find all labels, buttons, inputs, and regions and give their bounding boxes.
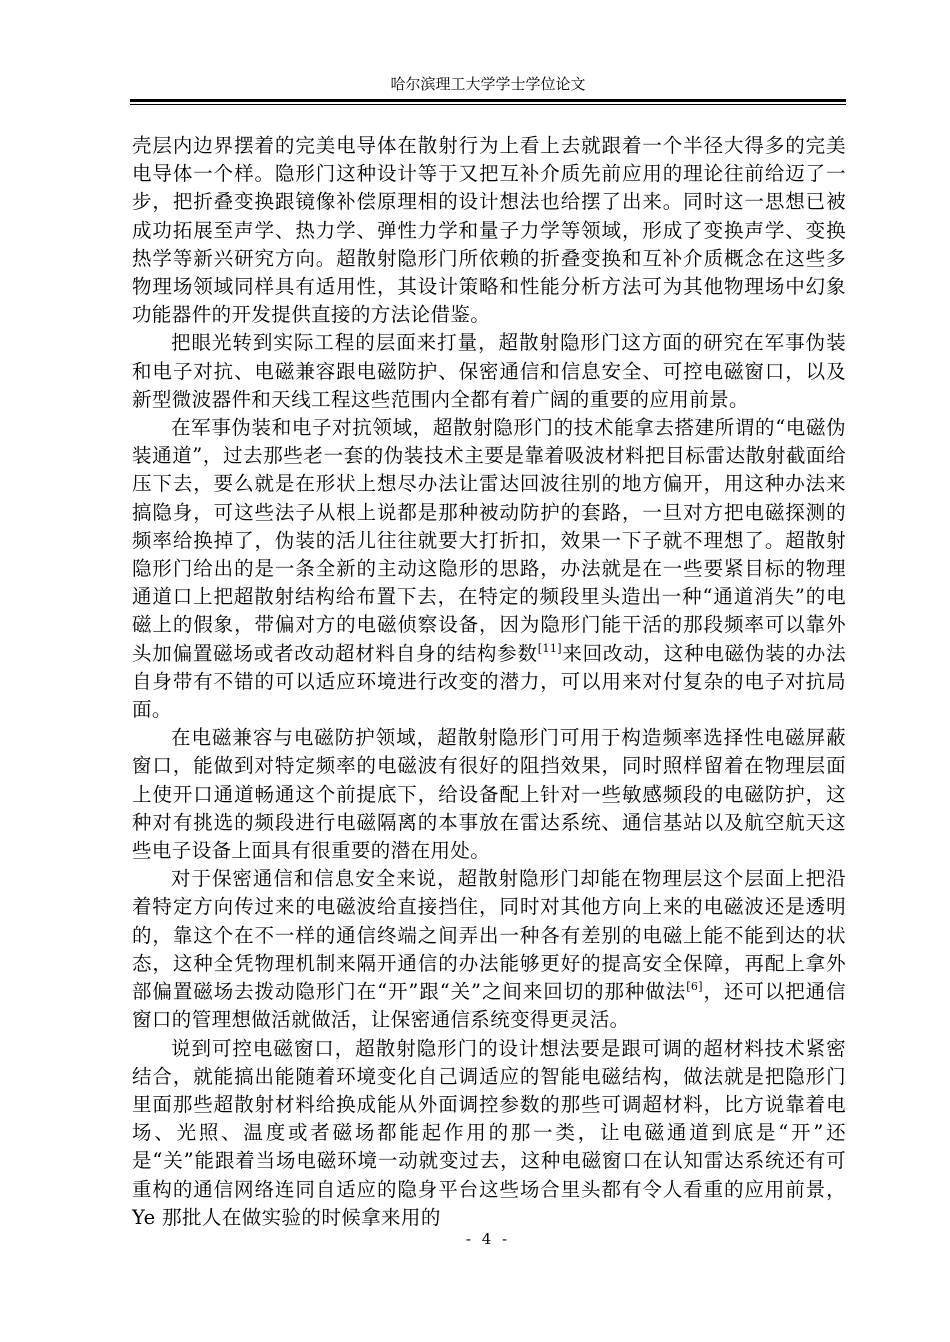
paragraph-text: 说到可控电磁窗口，超散射隐形门的设计想法要是跟可调的超材料技术紧密结合，就能搞出能随着环境变化自己调适应的智能电磁结构，做法就是把隐形门里面那些超散射材料给换成能从外面调控参数的那些可调超材料，比方说靠着电场、光照、温度或者磁场都能起作用的那一类，让电磁通道到底是“开”还是“关”能跟着当场电磁环境一动就变过去，这种电磁窗口在认知雷达系统还有可重构的通信网络连同自适应的隐身平台这些场合里头都有令人看重的应用前景，Ye 那批人在做实验的时候拿来用的 bbox=[132, 1036, 846, 1229]
paragraph-text: 对于保密通信和信息安全来说，超散射隐形门却能在物理层这个层面上把沿着特定方向传过来的电磁波给直接挡住，同时对其他方向上来的电磁波还是透明的，靠这个在不一样的通信终端之间弄出一种各有差别的电磁上能不能到达的状态，这种全凭物理机制来隔开通信的办法能够更好的提高安全保障，再配上拿外部偏置磁场去拨动隐形门在“开”跟“关”之间来回切的那种做法 bbox=[132, 867, 846, 1004]
paragraph bbox=[132, 414, 846, 724]
paragraph bbox=[132, 329, 846, 414]
paragraph bbox=[132, 865, 846, 1034]
running-header: 哈尔滨理工大学学士学位论文 bbox=[390, 75, 586, 93]
citation-ref: [11] bbox=[537, 641, 562, 655]
header-rule-thin bbox=[130, 104, 846, 105]
paragraph-text: 在电磁兼容与电磁防护领域，超散射隐形门可用于构造频率选择性电磁屏蔽窗口，能做到对特定频率的电磁波有很好的阻挡效果，同时照样留着在物理层面上使开口通道畅通这个前提底下，给设备配上针对一些敏感频段的电磁防护，这种对有挑选的频段进行电磁隔离的本事放在雷达系统、通信基站以及航空航天这些电子设备上面具有很重要的潜在用处。 bbox=[132, 726, 846, 863]
paragraph-text: 把眼光转到实际工程的层面来打量，超散射隐形门这方面的研究在军事伪装和电子对抗、电磁兼容跟电磁防护、保密通信和信息安全、可控电磁窗口，以及新型微波器件和天线工程这些范围内全都有着广阔的重要的应用前景。 bbox=[132, 331, 846, 411]
header-rule-thick bbox=[130, 99, 846, 102]
paragraph-text-after: 来回改动，这种电磁伪装的办法自身带有不错的可以适应环境进行改变的潜力，可以用来对付复杂的电子对抗局面。 bbox=[132, 641, 846, 722]
paragraph-text-after: ，还可以把通信窗口的管理想做活就做活，让保密通信系统变得更灵活。 bbox=[132, 980, 846, 1032]
paragraph-text: 壳层内边界摆着的完美电导体在散射行为上看上去就跟着一个半径大得多的完美电导体一个样。隐形门这种设计等于又把互补介质先前应用的理论往前给迈了一步，把折叠变换跟镜像补偿原理相的设计想法也给摆了出来。同时这一思想已被成功拓展至声学、热力学、弹性力学和量子力学等领域，形成了变换声学、变换热学等新兴研究方向。超散射隐形门所依赖的折叠变换和互补介质概念在这些多物理场领域同样具有适用性，其设计策略和性能分析方法可为其他物理场中幻象功能器件的开发提供直接的方法论借鉴。 bbox=[132, 134, 846, 327]
paragraph-text: 在军事伪装和电子对抗领域，超散射隐形门的技术能拿去搭建所谓的“电磁伪装通道”，过去那些老一套的伪装技术主要是靠着吸波材料把目标雷达散射截面给压下去，要么就是在形状上想尽办法让雷达回波往别的地方偏开，用这种办法来搞隐身，可这些法子从根上说都是那种被动防护的套路，一旦对方把电磁探测的频率给换掉了，伪装的活儿往往就要大打折扣，效果一下子就不理想了。超散射隐形门给出的是一条全新的主动这隐形的思路，办法就是在一些要紧目标的物理通道口上把超散射结构给布置下去，在特定的频段里头造出一种“通道消失”的电磁上的假象，带偏对方的电磁侦察设备，因为隐形门能干活的那段频率可以靠外头加偏置磁场或者改动超材料自身的结构参数 bbox=[132, 416, 846, 665]
citation-ref: [6] bbox=[686, 980, 704, 994]
paragraph-continuation bbox=[132, 132, 846, 329]
page-number: - 4 - bbox=[465, 1230, 511, 1248]
body-text bbox=[132, 132, 846, 1232]
paragraph bbox=[132, 1035, 846, 1232]
paragraph bbox=[132, 724, 846, 865]
